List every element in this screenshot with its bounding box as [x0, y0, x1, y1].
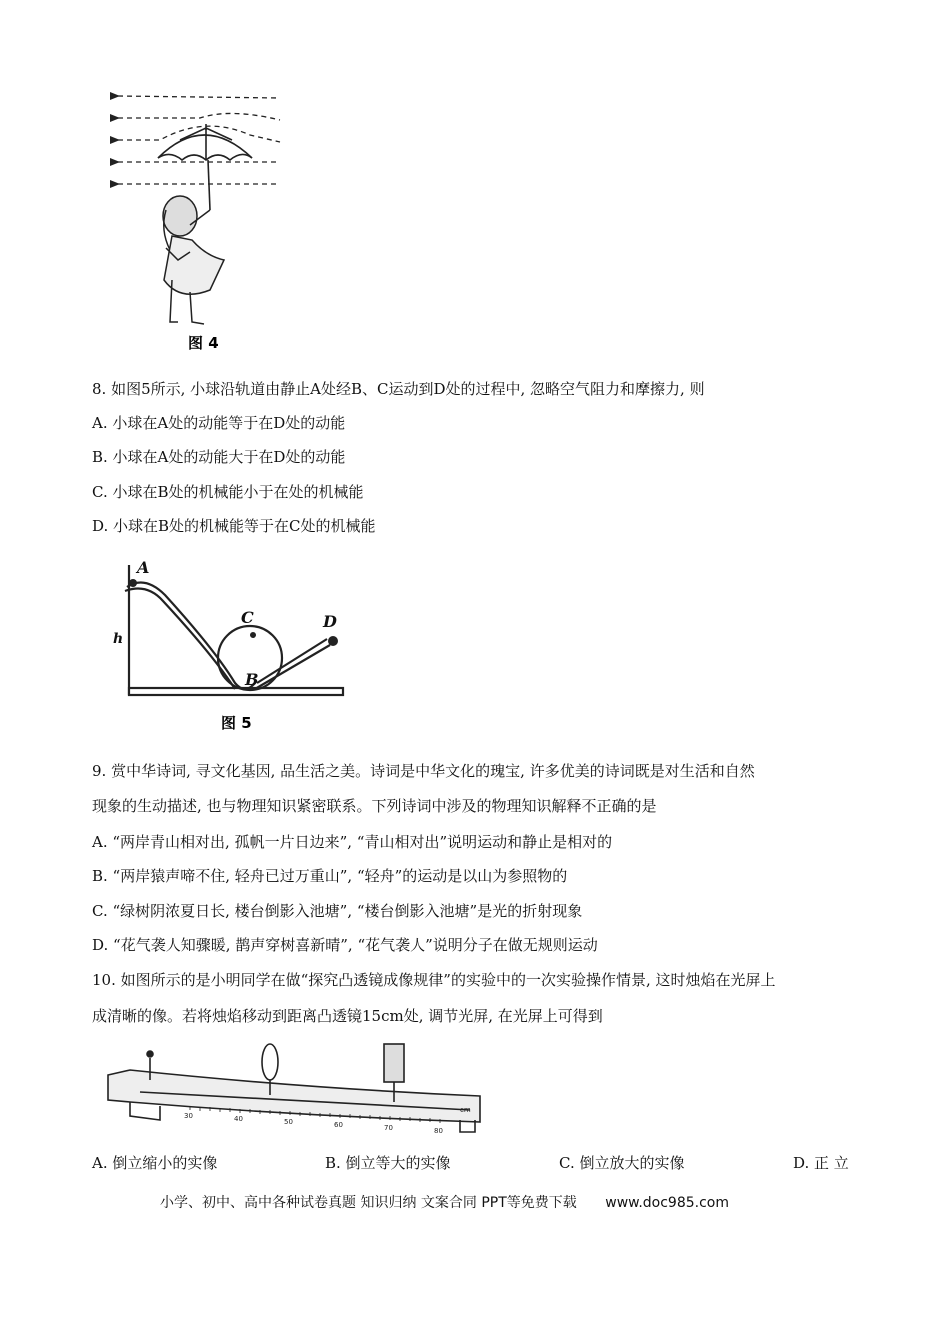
- tick-label: 30: [184, 1112, 193, 1120]
- q10-option-c: C. 倒立放大的实像: [559, 1154, 685, 1172]
- ramp: [255, 645, 330, 689]
- airflow-lines: [118, 96, 280, 184]
- tick-label: 80: [434, 1127, 443, 1135]
- q9-option-d: D. “花气袭人知骤暖, 鹊声穿树喜新晴”, “花气袭人”说明分子在做无规则运动: [92, 936, 598, 954]
- umbrella: [158, 124, 252, 210]
- tick-label: 70: [384, 1124, 393, 1132]
- lens: [262, 1044, 278, 1080]
- q9-stem-line-2: 现象的生动描述, 也与物理知识紧密联系。下列诗词中涉及的物理知识解释不正确的是: [92, 797, 657, 815]
- q10-stem-line-1: 10. 如图所示的是小明同学在做“探究凸透镜成像规律”的实验中的一次实验操作情景, 这时烛焰在光屏上: [92, 971, 776, 989]
- base-plank: [129, 688, 343, 695]
- tick-label: 50: [284, 1118, 293, 1126]
- label-h: h: [113, 631, 124, 647]
- light-screen: [384, 1044, 404, 1082]
- ball-d: [328, 636, 338, 646]
- footer-text: 小学、初中、高中各种试卷真题 知识归纳 文案合同 PPT等免费下载: [160, 1195, 577, 1211]
- label-b: B: [245, 670, 259, 689]
- label-a: A: [137, 558, 150, 577]
- q10-option-b: B. 倒立等大的实像: [325, 1154, 451, 1172]
- tick-unit: cm: [460, 1106, 471, 1114]
- bench-body: [108, 1070, 480, 1122]
- q10-option-a: A. 倒立缩小的实像: [92, 1154, 218, 1172]
- ball-c: [250, 632, 256, 638]
- tick-label: 60: [334, 1121, 343, 1129]
- q8-option-c: C. 小球在B处的机械能小于在处的机械能: [92, 483, 364, 501]
- q10-stem-line-2: 成清晰的像。若将烛焰移动到距离凸透镜15cm处, 调节光屏, 在光屏上可得到: [92, 1007, 603, 1025]
- q9-stem-line-1: 9. 赏中华诗词, 寻文化基因, 品生活之美。诗词是中华文化的瑰宝, 许多优美的诗词既是对生活和自然: [92, 762, 755, 780]
- tick-label: 40: [234, 1115, 243, 1123]
- ball-a: [129, 579, 137, 587]
- q10-option-d: D. 正 立: [793, 1154, 849, 1172]
- q8-option-a: A. 小球在A处的动能等于在D处的动能: [92, 414, 346, 432]
- q8-stem: 8. 如图5所示, 小球沿轨道由静止A处经B、C运动到D处的过程中, 忽略空气阻力和摩擦力, 则: [92, 380, 705, 398]
- figure-optical-bench: [100, 1040, 490, 1140]
- q9-option-c: C. “绿树阴浓夏日长, 楼台倒影入池塘”, “楼台倒影入池塘”是光的折射现象: [92, 902, 583, 920]
- girl: [163, 196, 224, 324]
- page-footer: [160, 1192, 729, 1212]
- figure-4-umbrella-girl: [100, 80, 290, 355]
- figure-5-loop-track: [105, 555, 365, 735]
- q9-option-b: B. “两岸猿声啼不住, 轻舟已过万重山”, “轻舟”的运动是以山为参照物的: [92, 867, 568, 885]
- q8-option-b: B. 小球在A处的动能大于在D处的动能: [92, 448, 346, 466]
- footer-url[interactable]: www.doc985.com: [605, 1195, 729, 1211]
- label-c: C: [241, 608, 254, 627]
- figure-5-caption: 图 5: [221, 714, 252, 732]
- slope-curve: [127, 583, 255, 690]
- q9-option-a: A. “两岸青山相对出, 孤帆一片日边来”, “青山相对出”说明运动和静止是相对的: [92, 833, 613, 851]
- q8-option-d: D. 小球在B处的机械能等于在C处的机械能: [92, 517, 376, 535]
- label-d: D: [323, 612, 337, 631]
- figure-4-caption: 图 4: [188, 334, 219, 352]
- arrow-heads: [110, 92, 120, 188]
